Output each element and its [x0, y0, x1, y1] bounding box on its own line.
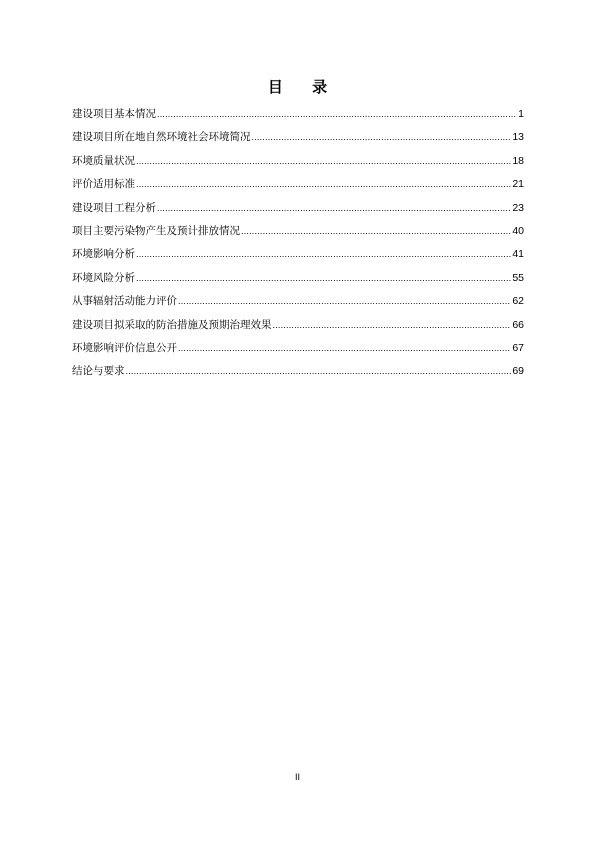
- toc-entry-page: 21: [512, 178, 524, 191]
- toc-entry-text: 环境影响分析: [72, 248, 135, 261]
- toc-entry-page: 18: [512, 154, 524, 167]
- toc-entry-page: 41: [512, 248, 524, 261]
- toc-entry-prevention-measures[interactable]: [72, 318, 524, 341]
- toc-entry-text: 建设项目基本情况: [72, 108, 156, 120]
- toc-dot-leader: [126, 364, 512, 378]
- toc-entry-basic-info[interactable]: [72, 107, 524, 130]
- toc-entry-page: 62: [512, 295, 524, 308]
- toc-entry-page: 40: [512, 224, 524, 237]
- toc-entry-text: 环境质量状况: [72, 154, 135, 167]
- toc-dot-leader: [241, 224, 511, 238]
- toc-dot-leader: [157, 201, 511, 215]
- toc-dot-leader: [157, 107, 517, 121]
- toc-entry-conclusions[interactable]: [72, 364, 524, 387]
- toc-dot-leader: [136, 154, 511, 168]
- toc-dot-leader: [136, 177, 511, 191]
- toc-entry-page: 67: [512, 341, 524, 354]
- toc-entry-text: 结论与要求: [72, 365, 125, 378]
- toc-dot-leader: [273, 318, 512, 332]
- toc-entry-text: 评价适用标准: [72, 178, 135, 191]
- toc-dot-leader: [252, 130, 512, 144]
- toc-entry-risk-analysis[interactable]: [72, 271, 524, 294]
- toc-entry-text: 环境影响评价信息公开: [72, 341, 177, 354]
- toc-entry-natural-social-environment[interactable]: [72, 130, 524, 153]
- footer-page-number: II: [294, 772, 300, 782]
- toc-title: 目 录: [267, 78, 340, 96]
- toc-entry-impact-analysis[interactable]: [72, 247, 524, 270]
- toc-entry-evaluation-standards[interactable]: [72, 177, 524, 200]
- toc-dot-leader: [178, 294, 511, 308]
- toc-entry-page: 23: [512, 201, 524, 214]
- toc-entry-page: 13: [512, 131, 524, 144]
- toc-dot-leader: [136, 271, 511, 285]
- toc-entry-engineering-analysis[interactable]: [72, 201, 524, 224]
- toc-entry-information-disclosure[interactable]: [72, 341, 524, 364]
- toc-entry-environmental-quality[interactable]: [72, 154, 524, 177]
- toc-entry-text: 建设项目工程分析: [72, 201, 156, 214]
- toc-entry-text: 建设项目拟采取的防治措施及预期治理效果: [72, 318, 272, 331]
- toc-entry-page: 1: [518, 108, 524, 120]
- toc-entry-radiation-capability[interactable]: [72, 294, 524, 317]
- table-of-contents: [72, 107, 524, 388]
- toc-entry-page: 55: [512, 271, 524, 284]
- toc-dot-leader: [136, 247, 511, 261]
- toc-entry-pollutant-emissions[interactable]: [72, 224, 524, 247]
- toc-dot-leader: [178, 341, 511, 355]
- toc-entry-text: 从事辐射活动能力评价: [72, 295, 177, 308]
- toc-entry-page: 69: [512, 365, 524, 378]
- toc-entry-page: 66: [512, 318, 524, 331]
- toc-entry-text: 环境风险分析: [72, 271, 135, 284]
- toc-entry-text: 建设项目所在地自然环境社会环境简况: [72, 131, 251, 144]
- toc-entry-text: 项目主要污染物产生及预计排放情况: [72, 224, 240, 237]
